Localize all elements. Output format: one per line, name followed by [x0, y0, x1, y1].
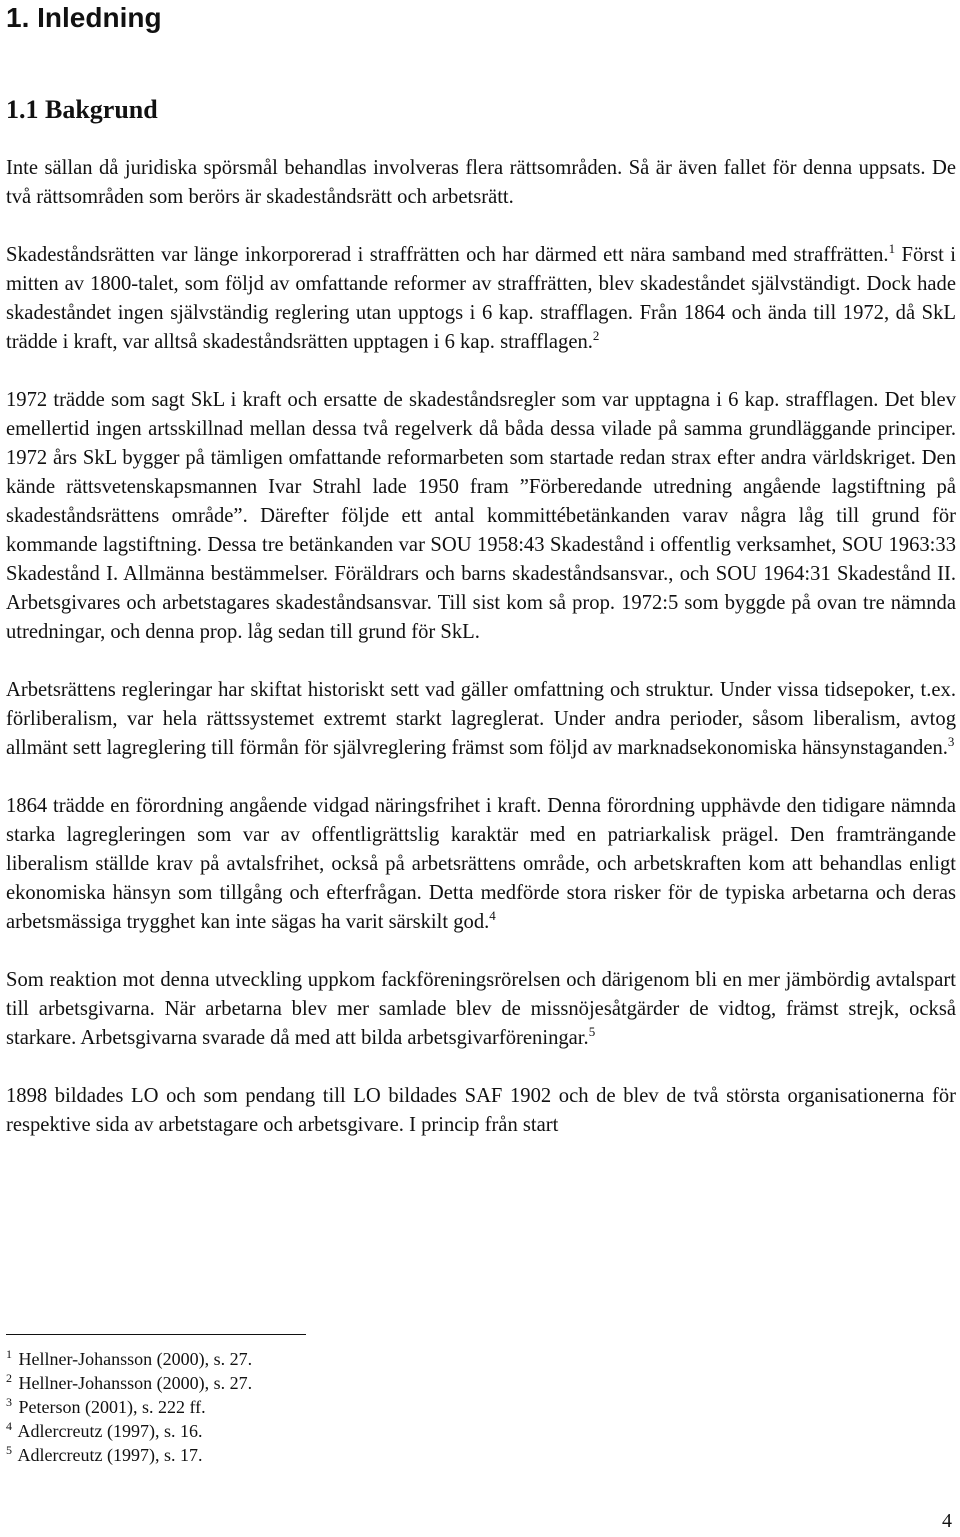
- paragraph-text: 1972 trädde som sagt SkL i kraft och ersatte de skadeståndsregler som var upptagna i 6 kap. strafflagen. Det blev emellertid ingen artsskillnad mellan dessa två regelverk då båda dessa vilade på samma grundläggande principer. 1972 års SkL bygger på tämligen omfattande reformarbeten som startade redan strax efter andra världskriget. Den kände rättsvetenskapsmannen Ivar Strahl lade 1950 fram ”Förberedande utredning angående lagstiftning på skadeståndsrättens område”. Därefter följde ett antal kommittébetänkanden varav några låg till grund för kommande lagstiftning. Dessa tre betänkanden var SOU 1958:43 Skadestånd i offentlig verksamhet, SOU 1963:33 Skadestånd I. Allmänna bestämmelser. Föräldrars och barns skadeståndsansvar., och SOU 1964:31 Skadestånd II. Arbetsgivares och arbetstagares skadeståndsansvar. Till sist kom så prop. 1972:5 som byggde på ovan tre nämnda utredningar, och denna prop. låg sedan till grund för SkL.: [6, 389, 956, 643]
- footnote-item: [6, 1347, 252, 1371]
- section-title: 1.1 Bakgrund: [6, 95, 158, 124]
- footnote-ref[interactable]: 1: [888, 241, 896, 256]
- footnote-item: [6, 1419, 252, 1443]
- footnote-ref[interactable]: 2: [592, 328, 600, 343]
- paragraph-text: 1864 trädde en förordning angående vidgad näringsfrihet i kraft. Denna förordning upphävde den tidigare nämnda starka lagregleringen som var av offentligrättslig karaktär med en patriarkalisk prägel. Den framträngande liberalism ställde krav på avtalsfrihet, också på arbetsrättens område, och arbetskraften kom att behandlas enligt ekonomiska hänsyn som tillgång och efterfrågan. Detta medförde stora risker för de typiska arbetarna och deras arbetsmässiga trygghet kan inte sägas ha varit särskilt god.: [6, 795, 956, 933]
- paragraph: [6, 1082, 956, 1140]
- footnote-item: [6, 1443, 252, 1467]
- paragraph: [6, 154, 956, 212]
- footnote-text: Hellner-Johansson (2000), s. 27.: [18, 1349, 253, 1369]
- footnote-text: Hellner-Johansson (2000), s. 27.: [18, 1373, 253, 1393]
- paragraph: [6, 386, 956, 647]
- paragraph-text: Inte sällan då juridiska spörsmål behandlas involveras flera rättsområden. Så är även fallet för denna uppsats. De två rättsområden som berörs är skadeståndsrätt och arbetsrätt.: [6, 157, 956, 208]
- paragraph-text: Skadeståndsrätten var länge inkorporerad i straffrätten och har därmed ett nära samband med straffrätten.: [6, 244, 889, 266]
- footnote-text: Adlercreutz (1997), s. 16.: [17, 1421, 203, 1441]
- footnote-ref[interactable]: 5: [588, 1024, 596, 1039]
- page-number: 4: [942, 1510, 952, 1532]
- footnotes: [6, 1347, 252, 1467]
- chapter-title: 1. Inledning: [6, 2, 162, 33]
- paragraph: [6, 241, 956, 357]
- paragraph-text: Först i mitten av 1800-talet, som följd av omfattande reformer av straffrätten, blev skadeståndet självständigt. Dock hade skadeståndet ingen självständig reglering utan upptogs i 6 kap. strafflagen. Från 1864 och ända till 1972, då SkL trädde i kraft, var alltså skadeståndsrätten upptagen i 6 kap. strafflagen.: [6, 244, 956, 353]
- paragraph-text: 1898 bildades LO och som pendang till LO bildades SAF 1902 och de blev de två största organisationerna för respektive sida av arbetstagare och arbetsgivare. I princip från start: [6, 1085, 956, 1136]
- footnote-number: 1: [6, 1347, 12, 1361]
- footnote-separator: [6, 1334, 306, 1335]
- footnote-ref[interactable]: 4: [489, 908, 496, 923]
- paragraph: [6, 676, 956, 763]
- footnote-number: 2: [6, 1371, 12, 1385]
- paragraph-text: Arbetsrättens regleringar har skiftat historiskt sett vad gäller omfattning och struktur. Under vissa tidsepoker, t.ex. förliberalism, var hela rättssystemet extremt starkt lagreglerat. Under andra perioder, såsom liberalism, avtog allmänt sett lagreglering till förmån för självreglering främst som följd av marknadsekonomiska hänsynstaganden.: [6, 679, 956, 759]
- footnote-number: 5: [6, 1443, 12, 1457]
- footnote-number: 3: [6, 1395, 12, 1409]
- footnote-item: [6, 1371, 252, 1395]
- paragraph: [6, 966, 956, 1053]
- paragraph: [6, 792, 956, 937]
- footnote-number: 4: [6, 1419, 12, 1433]
- footnote-ref[interactable]: 3: [947, 734, 955, 749]
- footnote-item: [6, 1395, 252, 1419]
- body-text: [6, 154, 956, 1140]
- footnote-text: Peterson (2001), s. 222 ff.: [18, 1397, 206, 1417]
- footnote-text: Adlercreutz (1997), s. 17.: [17, 1445, 203, 1465]
- paragraph-text: Som reaktion mot denna utveckling uppkom fackföreningsrörelsen och därigenom bli en mer jämbördig avtalspart till arbetsgivarna. När arbetarna blev mer samlade blev de missnöjesåtgärder de vidtog, främst strejk, också starkare. Arbetsgivarna svarade då med att bilda arbetsgivarföreningar.: [6, 969, 956, 1049]
